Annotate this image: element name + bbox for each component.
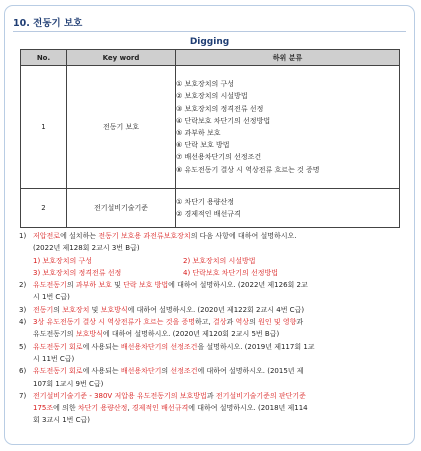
highlight-text: 175조 [33,404,54,413]
question-text: 에 대하여 설명하시오. (2020년 제122회 2교시 4번 C급) [127,305,305,314]
highlight-text: 유도전동기 회로 [33,367,83,376]
row-subitems [176,189,400,228]
highlight-text: 전기설비기술기준 - 380V 저압용 유도전동기의 보호방법 [33,391,207,400]
question-text: 의 다음 사항에 대하여 설명하시오. [190,232,297,240]
question-text: 하고, [195,318,214,327]
highlight-text: 보호장치 [62,305,90,314]
question-text: 및 [111,281,124,290]
section-title: 10. 전동기 보호 [13,18,83,29]
list-item: ⑥ 단락 보호 방법 [176,141,230,150]
title-divider [13,31,406,32]
highlight-text: 보호방식 [75,330,103,339]
row-keyword: 전동기 보호 [67,66,176,189]
question-number: 1) [19,232,27,240]
question-number: 7) [19,391,27,400]
question-text: 에 대하여 설명하시오. (2022년 제126회 2교 [168,281,308,290]
question-text: 에 설치하는 [60,232,99,240]
question-text: 의 [66,281,76,290]
list-item: ⑧ 유도전동기 결상 시 역상전류 흐르는 것 증명 [176,165,320,174]
highlight-text: 전동기 보호용 과전류보호장치 [98,232,191,240]
row-subitems [176,66,400,189]
question-number: 6) [19,367,27,376]
question-text: 의 [249,318,259,327]
highlight-text: 역상 [235,318,250,327]
question-number: 5) [19,342,27,351]
question-text: 과 [296,318,304,327]
question-text: 에 대하여 설명하시오. (2015년 제 [197,367,304,376]
highlight-text: 결상 [213,318,227,327]
exam-reference: 시 1번 C급) [33,293,70,302]
list-item: ① 보호장치의 구성 [176,80,235,89]
question-item [19,279,403,304]
question-text: 에 의한 [53,404,78,413]
question-item [19,316,403,341]
list-item: ⑤ 과부하 보호 [176,129,221,137]
subitem: 1) 보호장치의 구성 [33,256,92,265]
question-number: 2) [19,281,27,290]
highlight-text: 전기설비기술기준의 판단기준 [215,391,306,400]
table-row [21,189,400,228]
highlight-text: 저압전로 [33,232,61,240]
highlight-text: 선정조건 [170,367,198,376]
question-text: 에 대하여 설명하시오. (2018년 제114 [188,404,308,413]
highlight-text: 전동기 [33,305,54,314]
list-item: ④ 단락보호 차단기의 선정방법 [176,116,271,125]
header-keyword: Key word [67,50,176,66]
question-text: 에 사용되는 [82,367,121,376]
header-subcategory: 하위 분류 [176,50,400,66]
row-keyword: 전기설비기술기준 [67,189,176,228]
highlight-text: 과부하 보호 [75,281,112,290]
question-number: 4) [19,318,27,327]
row-number: 2 [21,189,67,228]
exam-reference: 107회 1교시 9번 C급) [33,379,104,388]
subitem: 4) 단락보호 차단기의 선정방법 [183,268,279,277]
question-text: 과 [206,391,216,400]
question-item [19,365,403,390]
question-text: 에 대하여 설명하시오. (2020년 제120회 2교시 5번 B급) [102,330,280,339]
question-subitems [19,267,403,279]
question-text: 및 [89,305,101,314]
list-item: ⑦ 배선용차단기의 선정조건 [176,153,262,162]
exam-reference: 회 3교시 1번 C급) [33,416,91,425]
list-item: ② 경제적인 배선규격 [176,210,241,218]
question-text: 에 사용되는 [82,342,121,351]
exam-reference: (2022년 제128회 2교시 3번 B급) [33,244,140,253]
question-item [19,341,403,366]
list-item: ③ 보호장치의 정격전류 선정 [176,104,264,113]
content-card [4,5,415,445]
highlight-text: 배선용차단기 [120,367,162,376]
question-text: 유도전동기의 [33,330,76,339]
list-item: ② 보호장치의 시설방법 [176,92,248,101]
question-item [19,230,403,255]
exam-reference: 시 11번 C급) [33,354,75,363]
question-text: 과 [226,318,236,327]
table-header-row [21,50,400,66]
question-item [19,304,403,316]
keyword-table [20,49,400,228]
highlight-text: 원인 및 영향 [258,318,297,327]
subitem: 3) 보호장치의 정격전류 선정 [33,268,122,277]
highlight-text: 배선용차단기의 선정조건 [120,342,198,351]
question-text: 을 설명하시오. (2019년 제117회 1교 [197,342,315,351]
question-list [19,230,403,427]
table-subtitle: Digging [189,37,230,47]
question-text: , [127,404,132,413]
question-text: 의 [161,367,171,376]
row-number: 1 [21,66,67,189]
question-item [19,390,403,427]
highlight-text: 차단기 용량산정 [77,404,128,413]
header-no: No. [21,50,67,66]
question-text: 의 [53,305,63,314]
list-item: ① 차단기 용량산정 [176,197,235,206]
table-row [21,66,400,189]
highlight-text: 단락 보호 방법 [123,281,169,290]
question-number: 3) [19,305,27,314]
highlight-text: 유도전동기 [33,281,67,290]
highlight-text: 3상 유도전동기 결상 시 역상전류가 흐르는 것을 증명 [33,318,196,327]
subitem: 2) 보호장치의 시설방법 [183,256,256,265]
highlight-text: 보호방식 [100,305,128,314]
highlight-text: 유도전동기 회로 [33,342,83,351]
question-subitems [19,255,403,267]
highlight-text: 경제적인 배선규격 [131,404,189,413]
